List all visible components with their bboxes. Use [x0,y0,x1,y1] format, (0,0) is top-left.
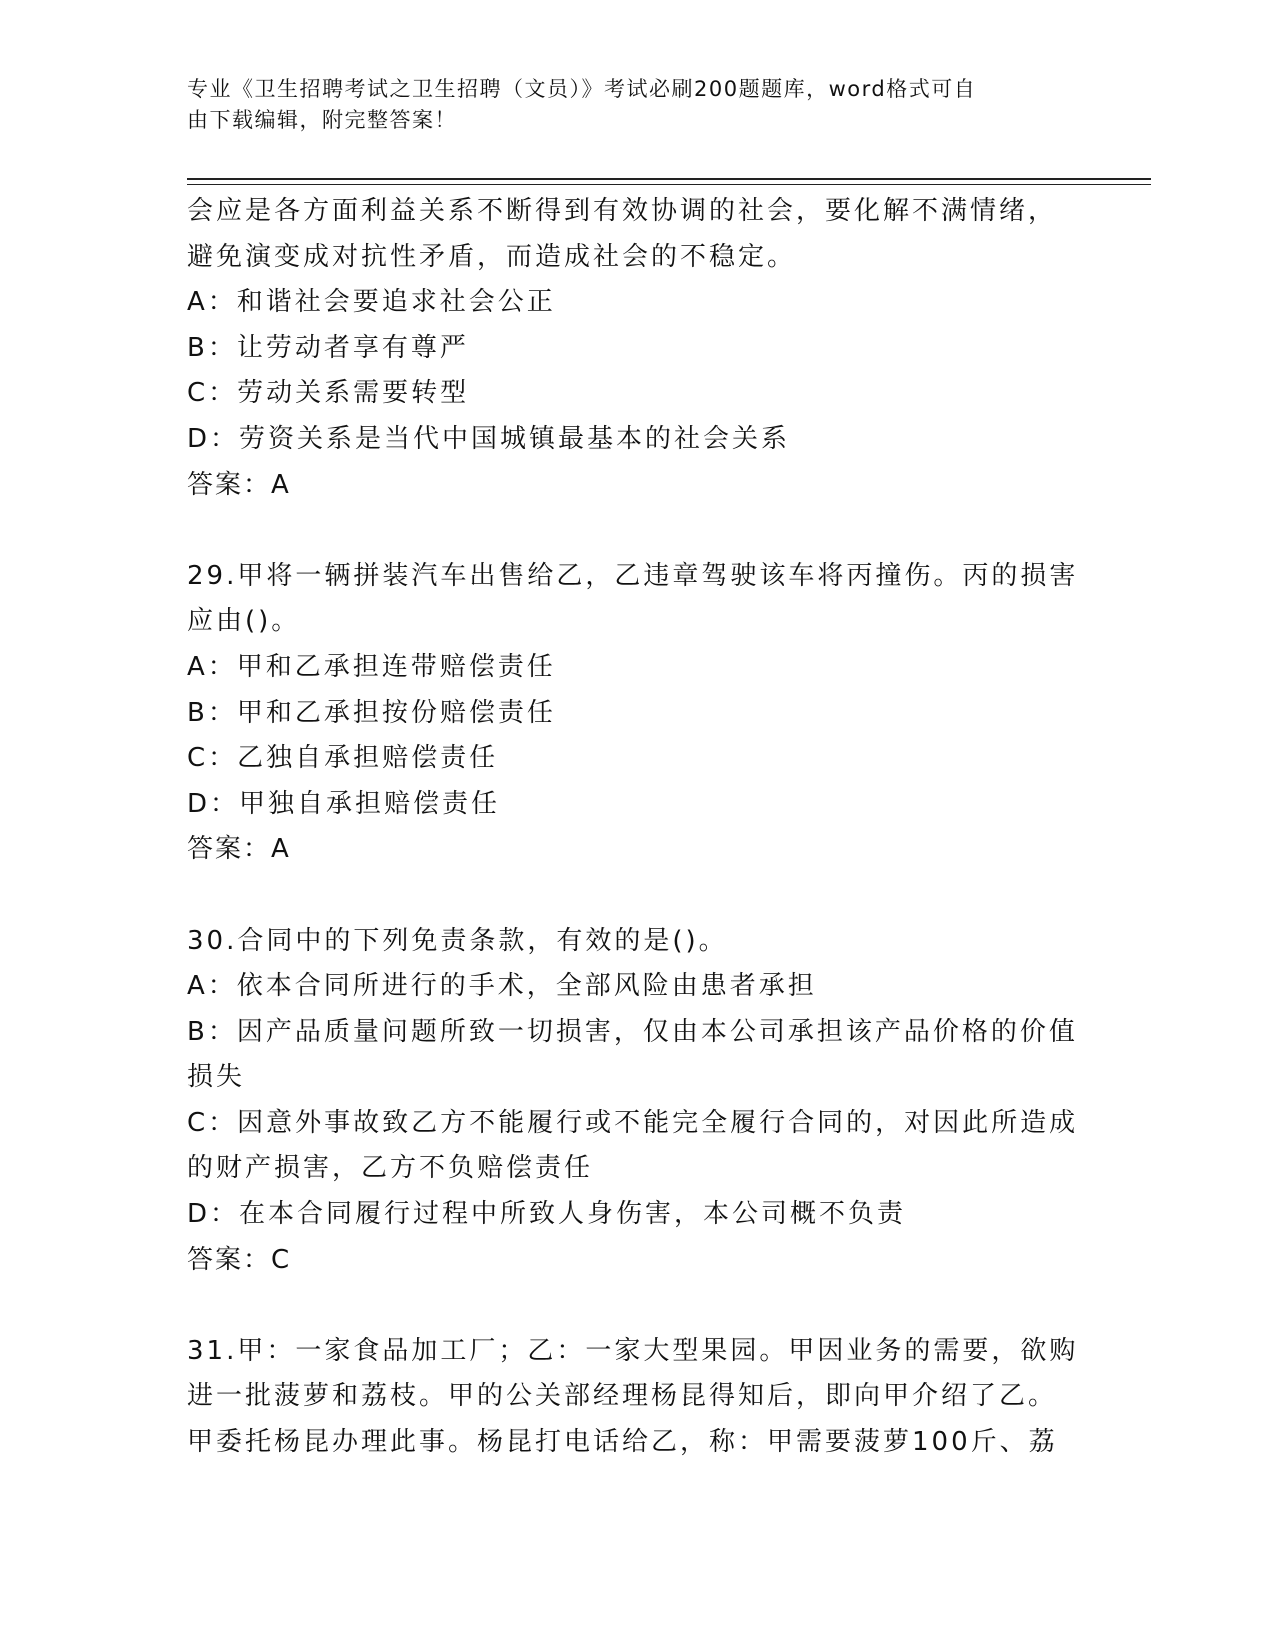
question-stem-line: 31.甲：一家食品加工厂；乙：一家大型果园。甲因业务的需要，欲购 [187,1335,1079,1366]
option-d: D：劳资关系是当代中国城镇最基本的社会关系 [187,423,791,454]
option-b: B：因产品质量问题所致一切损害，仅由本公司承担该产品价格的价值 [187,1016,1078,1047]
question-stem-line: 甲委托杨昆办理此事。杨昆打电话给乙，称：甲需要菠萝100斤、荔 [187,1427,1058,1458]
option-d: D：甲独自承担赔偿责任 [187,788,501,819]
question-list [187,189,1087,1511]
question-stem-line: 会应是各方面利益关系不断得到有效协调的社会，要化解不满情绪， [187,196,1058,226]
option-a: A：和谐社会要追求社会公正 [187,287,556,318]
question-30 [187,919,1087,1284]
option-b: B：甲和乙承担按份赔偿责任 [187,697,556,728]
option-c-continued: 的财产损害，乙方不负赔偿责任 [187,1153,594,1184]
header-divider [187,178,1151,185]
option-c: C：因意外事故致乙方不能履行或不能完全履行合同的，对因此所造成 [187,1107,1079,1138]
option-b-continued: 损失 [187,1062,246,1093]
header-title-line-2: 由下载编辑，附完整答案！ [187,108,457,132]
question-stem-line: 29.甲将一辆拼装汽车出售给乙，乙违章驾驶该车将丙撞伤。丙的损害 [187,560,1079,591]
option-a: A：甲和乙承担连带赔偿责任 [187,651,556,682]
question-29 [187,554,1087,873]
question-stem-line: 30.合同中的下列免责条款，有效的是()。 [187,925,728,956]
question-31 [187,1329,1087,1466]
question-28-continued [187,189,1087,508]
option-b: B：让劳动者享有尊严 [187,332,469,363]
answer-label: 答案：A [187,469,291,500]
question-stem-line: 避免演变成对抗性矛盾，而造成社会的不稳定。 [187,241,797,272]
question-stem-line: 应由()。 [187,606,301,637]
question-stem-line: 进一批菠萝和荔枝。甲的公关部经理杨昆得知后，即向甲介绍了乙。 [187,1381,1058,1412]
option-d: D：在本合同履行过程中所致人身伤害，本公司概不负责 [187,1199,907,1230]
option-a: A：依本合同所进行的手术，全部风险由患者承担 [187,971,817,1002]
option-c: C：乙独自承担赔偿责任 [187,743,499,774]
option-c: C：劳动关系需要转型 [187,378,470,409]
header-title-line-1: 专业《卫生招聘考试之卫生招聘（文员）》考试必刷200题题库，word格式可自 [187,77,977,101]
page-header [187,74,1067,136]
answer-label: 答案：A [187,834,291,865]
answer-label: 答案：C [187,1244,292,1275]
